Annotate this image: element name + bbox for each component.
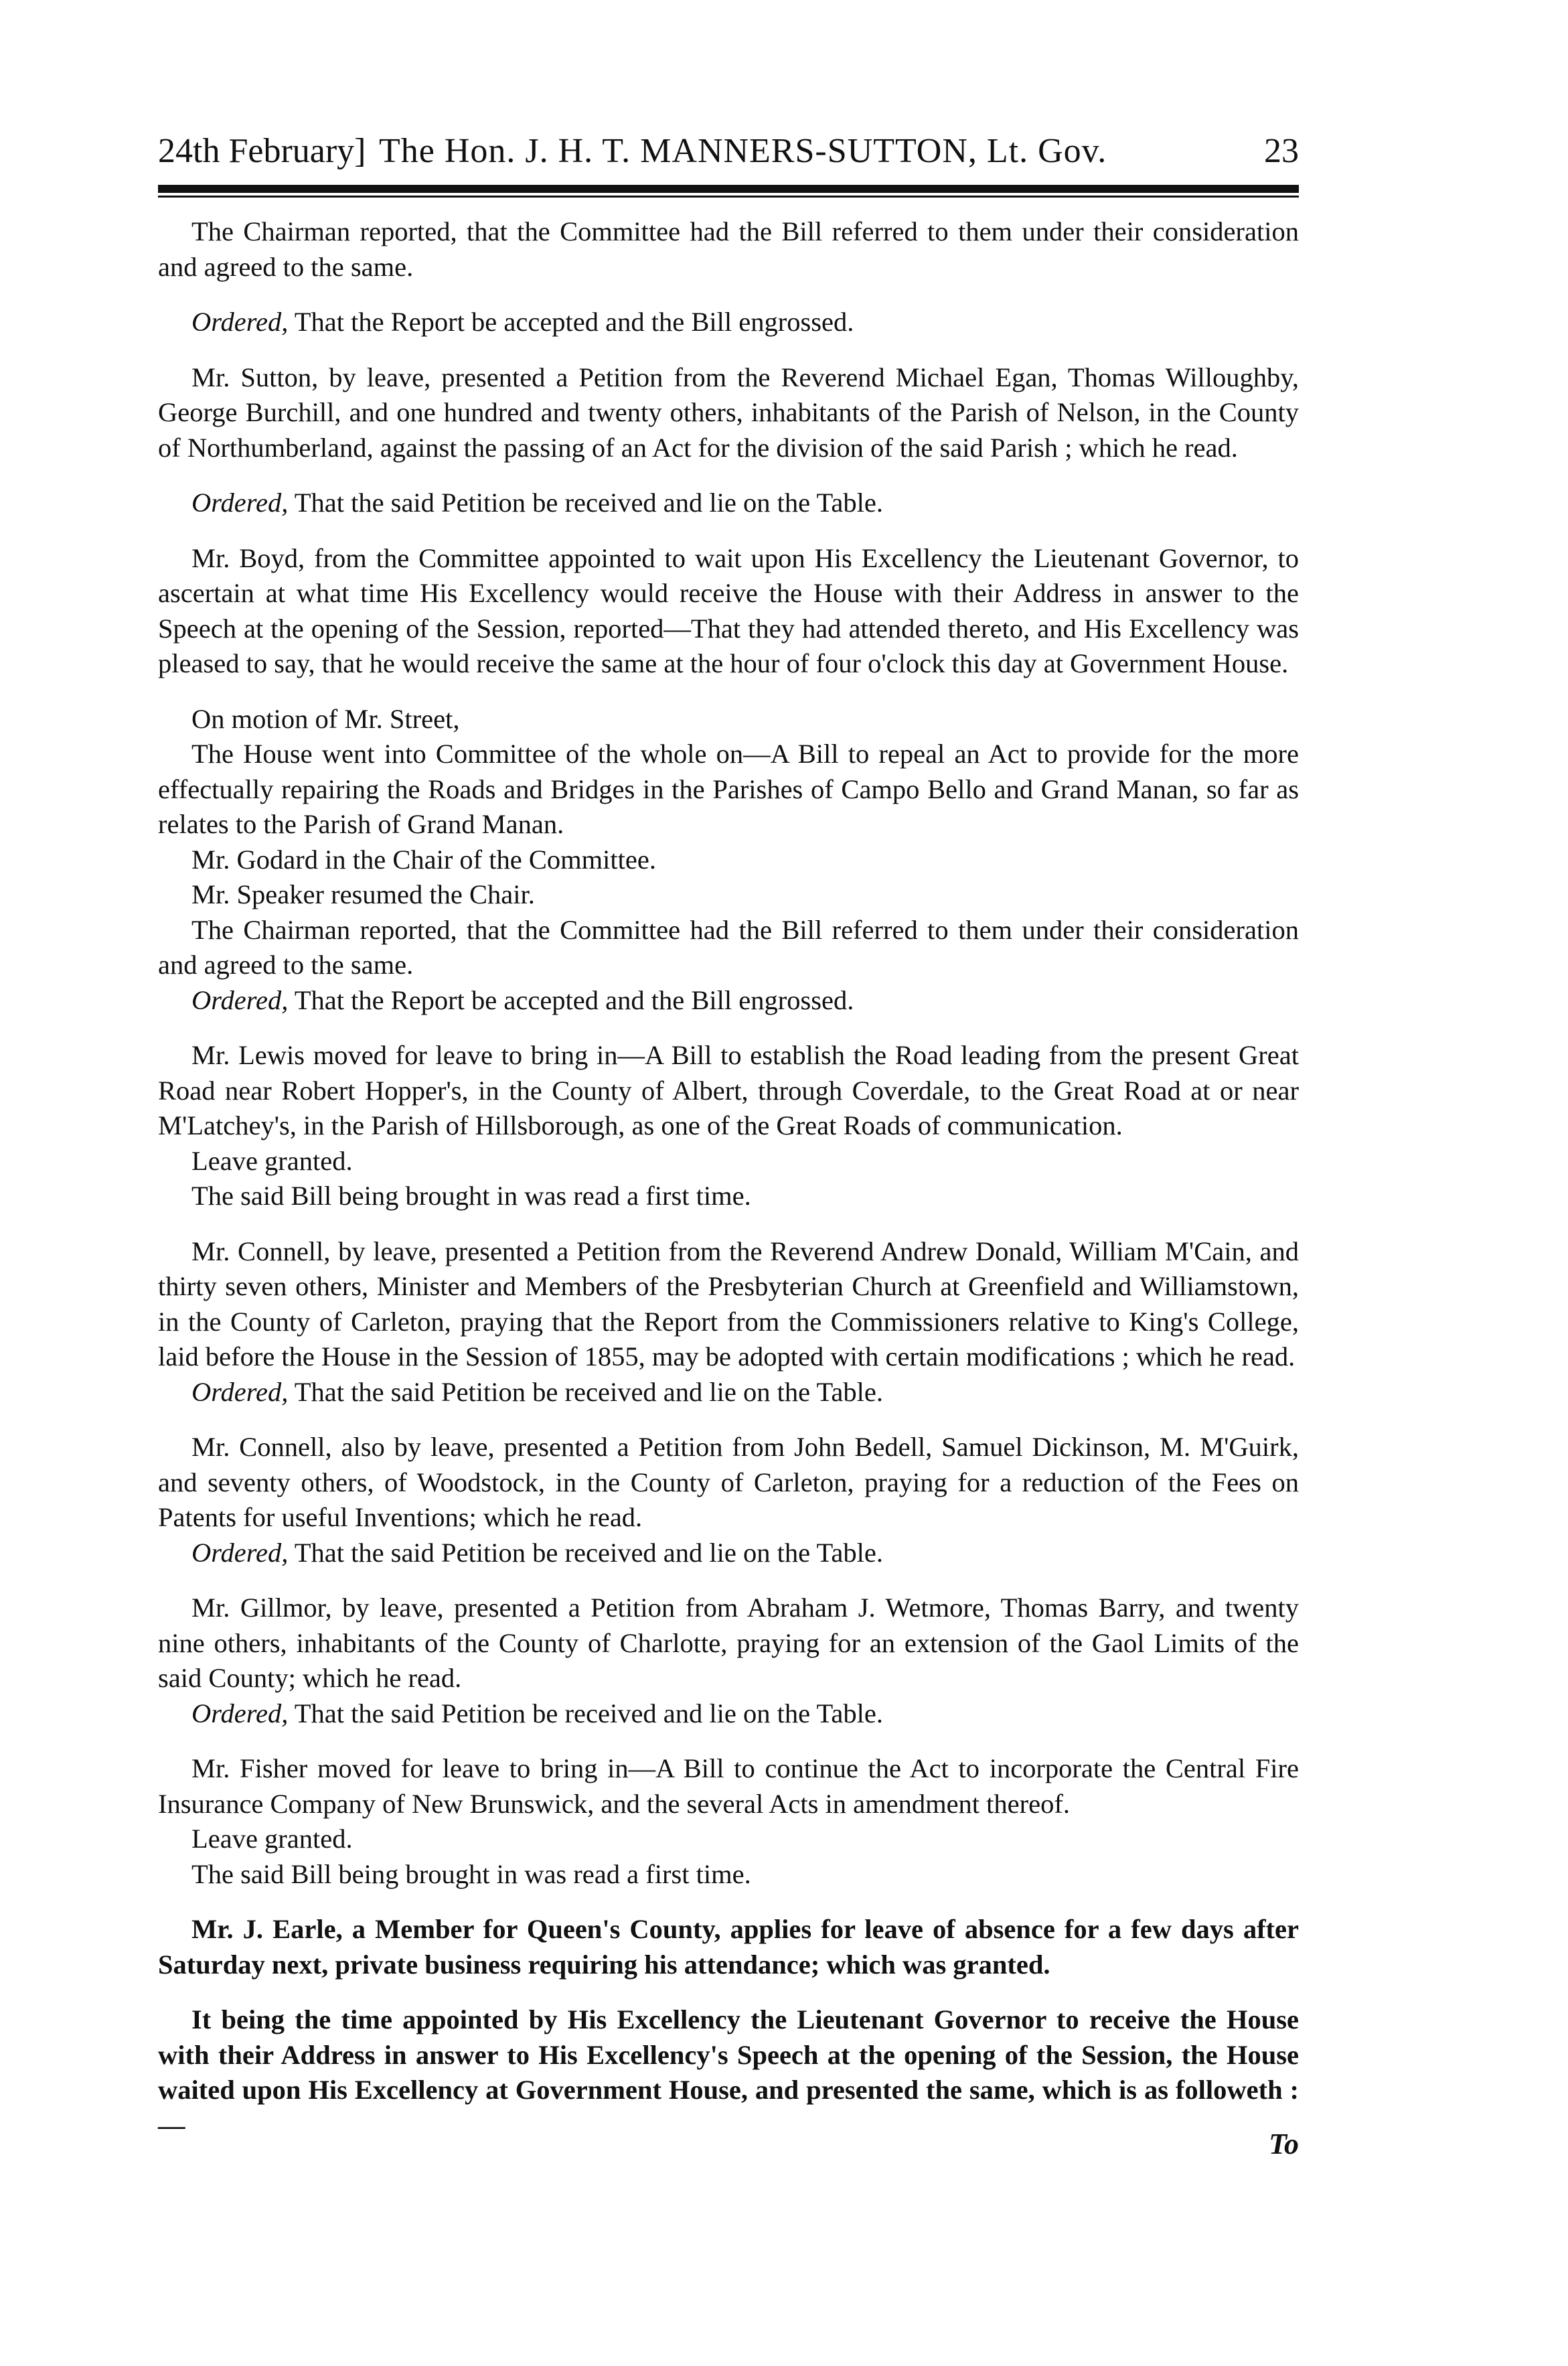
journal-line [158, 737, 1299, 842]
line-text: Mr. Gillmor, by leave, presented a Petition from Abraham J. Wetmore, Thomas Barry, and twenty nine others, inhabitants of the County of Charlotte, praying for an extension of the Gaol Limits of the said County; which he read. [158, 1593, 1299, 1693]
journal-paragraph [158, 1912, 1299, 1982]
ordered-label: Ordered, [191, 488, 289, 518]
journal-line [158, 541, 1299, 682]
journal-line [158, 214, 1299, 285]
ordered-line [158, 1696, 1299, 1732]
line-text: Leave granted. [191, 1145, 353, 1176]
journal-line [158, 1857, 1299, 1893]
journal-line [158, 1144, 1299, 1179]
ordered-line [158, 486, 1299, 521]
line-text: That the Report be accepted and the Bill engrossed. [288, 307, 854, 337]
ordered-label: Ordered, [191, 984, 289, 1015]
journal-paragraph [158, 1591, 1299, 1731]
ordered-line [158, 305, 1299, 340]
line-text: Mr. Godard in the Chair of the Committee. [191, 844, 656, 875]
journal-line [158, 1038, 1299, 1144]
journal-line [158, 1912, 1299, 1982]
line-text: Mr. Boyd, from the Committee appointed to wait upon His Excellency the Lieutenant Governor, to ascertain at what time His Excellency would receive the House with their Address in answer to the Speech at the opening of the Session, reported—That they had attended thereto, and His Excellency was pleased to say, that he would receive the same at the hour of four o'clock this day at Government House. [158, 542, 1299, 678]
ordered-line [158, 1375, 1299, 1410]
line-text: Mr. Speaker resumed the Chair. [191, 879, 535, 909]
line-text: That the said Petition be received and lie on the Table. [288, 1698, 883, 1728]
line-text: The said Bill being brought in was read a first time. [191, 1181, 751, 1211]
journal-line [158, 877, 1299, 913]
line-text: The House went into Committee of the whole on—A Bill to repeal an Act to provide for the more effectually repairing the Roads and Bridges in the Parishes of Campo Bello and Grand Manan, so far as relates to the Parish of Grand Manan. [158, 739, 1299, 839]
line-text: Mr. Connell, by leave, presented a Petition from the Reverend Andrew Donald, William M'Cain, and thirty seven others, Minister and Members of the Presbyterian Church at Greenfield and Williamstown, in the County of Carleton, praying that the Report from the Commissioners relative to King's College, laid before the House in the Session of 1855, may be adopted with certain modifications ; which he read. [158, 1236, 1299, 1372]
line-text: Mr. Lewis moved for leave to bring in—A Bill to establish the Road leading from the present Great Road near Robert Hopper's, in the County of Albert, through Coverdale, to the Great Road at or near M'Latchey's, in the Parish of Hillsborough, as one of the Great Roads of communication. [158, 1040, 1299, 1140]
ordered-line [158, 1536, 1299, 1571]
header-title: The Hon. J. H. T. MANNERS-SUTTON, Lt. Gov. [379, 132, 1107, 170]
journal-paragraph [158, 214, 1299, 285]
journal-paragraph [158, 2002, 1299, 2143]
journal-line [158, 360, 1299, 466]
ordered-label: Ordered, [191, 307, 289, 337]
line-text: It being the time appointed by His Excellency the Lieutenant Governor to receive the House with their Address in answer to His Excellency's Speech at the opening of the Session, the House waited upon His Excellency at Government House, and presented the same, which is as followeth :— [158, 2004, 1299, 2140]
ordered-label: Ordered, [191, 1376, 289, 1407]
line-text: On motion of Mr. Street, [191, 703, 460, 734]
line-text: The Chairman reported, that the Committee had the Bill referred to them under their consideration and agreed to the same. [158, 216, 1299, 282]
page-number: 23 [1264, 132, 1299, 170]
journal-paragraph [158, 486, 1299, 521]
journal-line [158, 913, 1299, 983]
line-text: That the said Petition be received and lie on the Table. [288, 1376, 883, 1407]
line-text: Mr. Connell, also by leave, presented a Petition from John Bedell, Samuel Dickinson, M. M'Guirk, and seventy others, of Woodstock, in the County of Carleton, praying for a reduction of the Fees on Patents for useful Inventions; which he read. [158, 1432, 1299, 1532]
journal-line [158, 702, 1299, 737]
line-text: That the Report be accepted and the Bill engrossed. [288, 984, 854, 1015]
journal-paragraph [158, 1038, 1299, 1214]
catchword: To [1269, 2128, 1299, 2160]
line-text: Mr. Sutton, by leave, presented a Petition from the Reverend Michael Egan, Thomas Willoughby, George Burchill, and one hundred and twenty others, inhabitants of the Parish of Nelson, in the County of Northumberland, against the passing of an Act for the division of the said Parish ; which he read. [158, 362, 1299, 463]
journal-paragraph [158, 305, 1299, 340]
journal-line [158, 1591, 1299, 1696]
journal-paragraph [158, 1234, 1299, 1410]
journal-paragraph [158, 541, 1299, 682]
ordered-label: Ordered, [191, 1537, 289, 1568]
journal-line [158, 2002, 1299, 2143]
ordered-line [158, 983, 1299, 1019]
journal-paragraph [158, 1751, 1299, 1892]
line-text: That the said Petition be received and lie on the Table. [288, 488, 883, 518]
journal-paragraph [158, 702, 1299, 1019]
journal-line [158, 1822, 1299, 1857]
journal-body [158, 214, 1299, 2163]
ordered-label: Ordered, [191, 1698, 289, 1728]
journal-paragraph [158, 1430, 1299, 1570]
journal-line [158, 1751, 1299, 1822]
journal-paragraph [158, 360, 1299, 466]
header-rule-thick [158, 185, 1299, 193]
line-text: That the said Petition be received and lie on the Table. [288, 1537, 883, 1568]
line-text: Mr. J. Earle, a Member for Queen's County, applies for leave of absence for a few days after Saturday next, private business requiring his attendance; which was granted. [158, 1914, 1299, 1980]
journal-line [158, 1234, 1299, 1375]
line-text: Mr. Fisher moved for leave to bring in—A Bill to continue the Act to incorporate the Central Fire Insurance Company of New Brunswick, and the several Acts in amendment thereof. [158, 1753, 1299, 1819]
header-date: 24th February] [158, 132, 366, 170]
journal-line [158, 1430, 1299, 1536]
line-text: Leave granted. [191, 1824, 353, 1854]
line-text: The Chairman reported, that the Committee had the Bill referred to them under their consideration and agreed to the same. [158, 914, 1299, 980]
journal-line [158, 842, 1299, 878]
line-text: The said Bill being brought in was read a first time. [191, 1858, 751, 1889]
journal-line [158, 1179, 1299, 1214]
running-header [158, 131, 1299, 178]
header-rule-thin [158, 196, 1299, 198]
